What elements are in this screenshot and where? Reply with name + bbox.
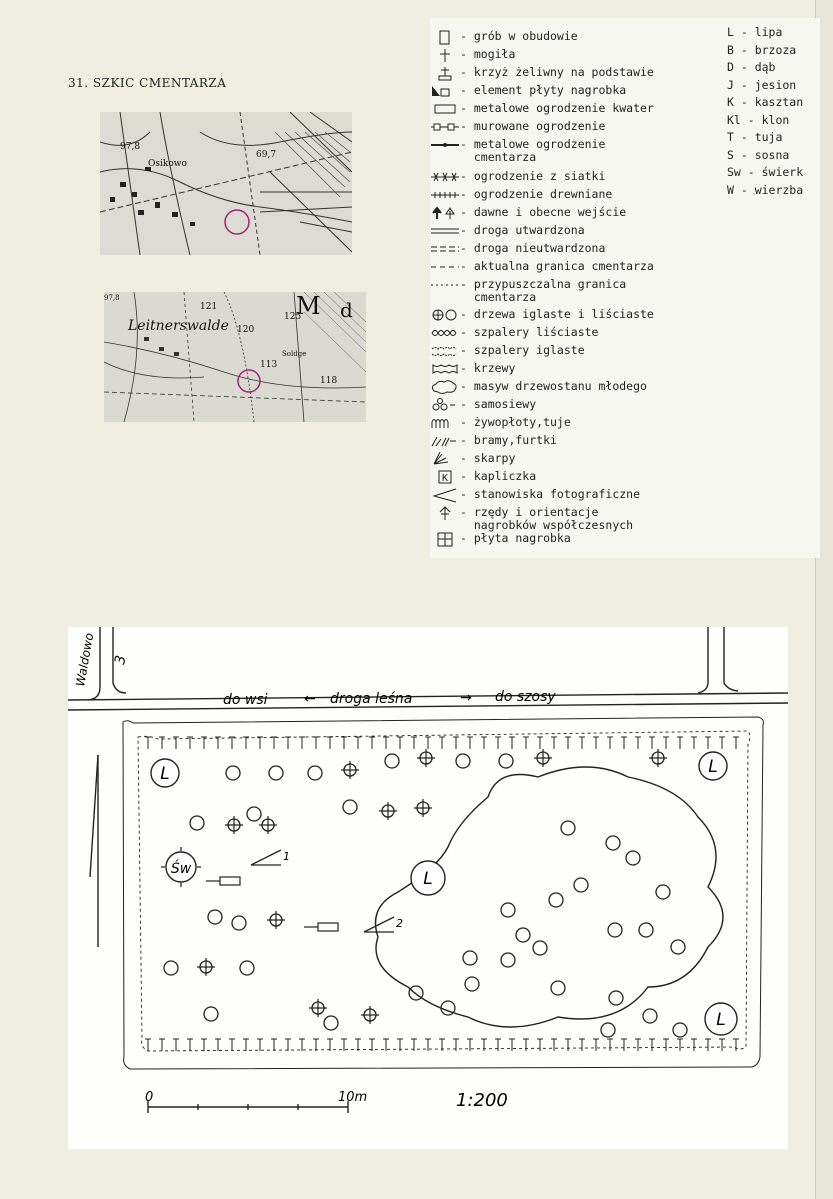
tombstone-element bbox=[220, 877, 240, 885]
fence-post bbox=[173, 1039, 179, 1051]
legend-item-label: - bramy,furtki bbox=[460, 433, 557, 447]
tree-abbreviation: T - tuja bbox=[727, 130, 783, 144]
fence-post bbox=[215, 737, 221, 749]
legend-item-label: - krzewy bbox=[460, 361, 516, 375]
fence-post bbox=[607, 1039, 613, 1051]
legend-item bbox=[430, 188, 612, 204]
fence-post bbox=[355, 737, 361, 749]
tree-symbol bbox=[533, 941, 547, 955]
conifer-cross bbox=[414, 799, 432, 817]
conifer-cross bbox=[197, 958, 215, 976]
fence-post bbox=[495, 737, 501, 749]
tree-abbreviation: B - brzoza bbox=[727, 42, 797, 57]
legend-item-label: - droga utwardzona bbox=[460, 223, 585, 237]
fence-post bbox=[145, 737, 151, 749]
map-label-soldge: Soldge bbox=[282, 350, 307, 358]
fence-post bbox=[327, 1039, 333, 1051]
legend-item bbox=[430, 326, 598, 342]
fence-post bbox=[719, 737, 725, 749]
location-map-bottom bbox=[104, 292, 366, 422]
fence-post bbox=[733, 1039, 739, 1051]
deciduous-row-icon bbox=[430, 326, 460, 341]
legend-item-label: - aktualna granica cmentarza bbox=[460, 259, 654, 273]
tree-symbol bbox=[226, 766, 240, 780]
fence-post bbox=[579, 737, 585, 749]
escarpment-icon bbox=[430, 452, 460, 467]
fence-post bbox=[229, 1039, 235, 1051]
tree-symbol bbox=[456, 754, 470, 768]
legend-item bbox=[430, 30, 578, 46]
tree-symbol bbox=[190, 816, 204, 830]
map-label-leitnerswalde: Leitnerswalde bbox=[128, 318, 229, 334]
fence-post bbox=[481, 1039, 487, 1051]
legend-item bbox=[430, 380, 647, 396]
fence-post bbox=[439, 1039, 445, 1051]
tree-symbol bbox=[639, 923, 653, 937]
map-label-121: 121 bbox=[200, 302, 218, 312]
photo-position-mark bbox=[364, 917, 394, 932]
fence-post bbox=[285, 737, 291, 749]
fence-post bbox=[523, 1039, 529, 1051]
cemetery-metal-fence-icon bbox=[430, 138, 460, 153]
conifer-cross bbox=[267, 911, 285, 929]
chapel-icon bbox=[430, 470, 460, 485]
legend-item-label: - ogrodzenie drewniane bbox=[460, 187, 613, 201]
fence-post bbox=[425, 737, 431, 749]
fence-post bbox=[705, 737, 711, 749]
paved-road-icon bbox=[430, 224, 460, 239]
tree-symbol bbox=[385, 754, 399, 768]
scale-end-label: 10m bbox=[338, 1090, 368, 1105]
tree-symbol bbox=[549, 893, 563, 907]
tree-symbol bbox=[232, 916, 246, 930]
tree-abbreviation: W - wierzba bbox=[727, 182, 804, 197]
fence-post bbox=[397, 737, 403, 749]
legend-item bbox=[430, 66, 654, 82]
road-label-village: do wsi bbox=[223, 692, 268, 708]
tree-symbol bbox=[240, 961, 254, 975]
fence-post bbox=[201, 1039, 207, 1051]
tombstone-element-icon bbox=[430, 84, 460, 99]
fence-post bbox=[621, 1039, 627, 1051]
fence-post bbox=[593, 737, 599, 749]
road-arrow-right: → bbox=[460, 690, 472, 706]
tree-symbol bbox=[501, 953, 515, 967]
legend-item-label: - murowane ogrodzenie bbox=[460, 119, 606, 133]
map-label-120: 120 bbox=[237, 325, 255, 335]
map-label-113: 113 bbox=[260, 360, 278, 370]
legend-item-label: - masyw drzewostanu młodego bbox=[460, 379, 647, 393]
map-label-elevation: 97,8 bbox=[104, 294, 120, 302]
tree-abbreviation: D - dąb bbox=[727, 60, 776, 74]
fence-post bbox=[551, 737, 557, 749]
fence-post bbox=[215, 1039, 221, 1051]
fence-post bbox=[439, 737, 445, 749]
legend-item bbox=[430, 120, 605, 136]
map-label-118: 118 bbox=[320, 376, 338, 386]
map-sheet-letter-m: M bbox=[296, 292, 321, 320]
legend-item bbox=[430, 137, 606, 164]
legend-item-label: - grób w obudowie bbox=[460, 29, 578, 43]
entrance-arrows-icon bbox=[430, 206, 460, 221]
fence-post bbox=[481, 737, 487, 749]
legend-item-label: - rzędy i orientacje nagrobków współczesnych bbox=[460, 505, 634, 532]
fence-post bbox=[355, 1039, 361, 1051]
tree-symbol bbox=[561, 821, 575, 835]
tree-symbol bbox=[343, 800, 357, 814]
legend-item bbox=[430, 277, 627, 304]
tomb-slab-icon bbox=[430, 532, 460, 547]
legend-item bbox=[430, 84, 626, 100]
conifer-cross bbox=[417, 749, 435, 767]
fence-post bbox=[187, 1039, 193, 1051]
tombstone-element bbox=[318, 923, 338, 931]
tree-symbol bbox=[308, 766, 322, 780]
tree-abbreviation: K - kasztan bbox=[727, 95, 804, 109]
fence-post bbox=[229, 737, 235, 749]
tree-symbol bbox=[164, 961, 178, 975]
tree-symbol bbox=[643, 1009, 657, 1023]
tree-abbreviation: Sw - świerk bbox=[727, 165, 804, 179]
fence-post bbox=[565, 1039, 571, 1051]
tree-letter: Św bbox=[170, 861, 192, 877]
legend-item bbox=[430, 505, 634, 532]
fence-post bbox=[677, 737, 683, 749]
trees-icon bbox=[430, 308, 460, 323]
hedge-icon bbox=[430, 416, 460, 431]
fence-post bbox=[719, 1039, 725, 1051]
legend-item bbox=[430, 102, 654, 118]
shrubs-icon bbox=[430, 362, 460, 377]
tree-abbreviation: L - lipa bbox=[727, 25, 783, 39]
tree-symbol bbox=[204, 1007, 218, 1021]
map-sheet-letter-d: d bbox=[340, 298, 353, 322]
tree-letter: L bbox=[716, 1010, 726, 1030]
tree-symbol bbox=[409, 986, 423, 1000]
photo-position-icon bbox=[430, 488, 460, 503]
tree-abbreviations bbox=[727, 24, 803, 199]
tree-abbreviation: J - jesion bbox=[727, 77, 797, 92]
coniferous-row-icon bbox=[430, 344, 460, 359]
legend-item bbox=[430, 242, 605, 258]
photo-position-mark bbox=[251, 850, 281, 865]
legend-item bbox=[430, 260, 654, 276]
map-bottom-drawing bbox=[104, 292, 366, 422]
legend-item-label: - metalowe ogrodzenie cmentarza bbox=[460, 137, 606, 164]
map-label-elevation-2: 69,7 bbox=[256, 150, 277, 160]
legend-item bbox=[430, 434, 557, 450]
conifer-cross bbox=[379, 802, 397, 820]
legend-item bbox=[430, 532, 571, 548]
conifer-cross bbox=[341, 761, 359, 779]
fence-post bbox=[509, 737, 515, 749]
legend-item-label: - samosiewy bbox=[460, 397, 537, 411]
gates-icon bbox=[430, 434, 460, 449]
dirt-road-icon bbox=[430, 242, 460, 257]
fence-post bbox=[369, 737, 375, 749]
legend-item-label: - stanowiska fotograficzne bbox=[460, 487, 641, 501]
tree-symbol bbox=[601, 1023, 615, 1037]
svg-text:K: K bbox=[442, 473, 449, 484]
fence-post bbox=[145, 1039, 151, 1051]
fence-post bbox=[495, 1039, 501, 1051]
side-road-label: Waldowo bbox=[73, 631, 97, 688]
legend-item bbox=[430, 308, 654, 324]
legend-item-label: - skarpy bbox=[460, 451, 516, 465]
scale-start-label: 0 bbox=[145, 1090, 154, 1105]
fence-post bbox=[453, 737, 459, 749]
fence-post bbox=[285, 1039, 291, 1051]
fence-post bbox=[579, 1039, 585, 1051]
road-label-highway: do szosy bbox=[495, 689, 556, 705]
mesh-fence-icon bbox=[430, 170, 460, 185]
fence-post bbox=[271, 737, 277, 749]
tree-symbol bbox=[656, 885, 670, 899]
grave-mound-icon bbox=[430, 48, 460, 63]
legend-item bbox=[430, 362, 515, 378]
tree-symbol bbox=[574, 878, 588, 892]
fence-post bbox=[635, 737, 641, 749]
fence-post bbox=[691, 737, 697, 749]
tree-symbol bbox=[499, 754, 513, 768]
fence-post bbox=[397, 1039, 403, 1051]
tree-symbol bbox=[269, 766, 283, 780]
legend-item bbox=[430, 224, 585, 240]
brick-fence-icon bbox=[430, 120, 460, 135]
legend-item-label: - element płyty nagrobka bbox=[460, 83, 627, 97]
road-arrow-left: ← bbox=[304, 691, 316, 707]
fence-post bbox=[159, 1039, 165, 1051]
tree-letter: L bbox=[708, 757, 718, 777]
legend-item-label: - dawne i obecne wejście bbox=[460, 205, 627, 219]
tree-symbol bbox=[441, 1001, 455, 1015]
conifer-cross bbox=[534, 749, 552, 767]
legend-item-label: - mogiła bbox=[460, 47, 516, 61]
cemetery-sketch bbox=[68, 627, 788, 1149]
tree-symbol bbox=[208, 910, 222, 924]
fence-post bbox=[663, 1039, 669, 1051]
cemetery-plan bbox=[68, 627, 788, 1149]
legend-item-label: - szpalery liściaste bbox=[460, 325, 599, 339]
fence-post bbox=[257, 737, 263, 749]
fence-post bbox=[243, 737, 249, 749]
tree-symbol bbox=[673, 1023, 687, 1037]
fence-post bbox=[509, 1039, 515, 1051]
tree-symbol bbox=[608, 923, 622, 937]
fence-post bbox=[537, 737, 543, 749]
tree-symbol bbox=[551, 981, 565, 995]
tree-letter: L bbox=[160, 764, 170, 784]
tree-symbol bbox=[247, 807, 261, 821]
fence-post bbox=[299, 1039, 305, 1051]
legend-item bbox=[430, 48, 515, 64]
legend-item-label: - kapliczka bbox=[460, 469, 537, 483]
fence-post bbox=[649, 1039, 655, 1051]
current-boundary-icon bbox=[430, 260, 460, 275]
tree-symbol bbox=[606, 836, 620, 850]
fence-post bbox=[327, 737, 333, 749]
tree-symbol bbox=[465, 977, 479, 991]
fence-post bbox=[537, 1039, 543, 1051]
legend-item-label: - płyta nagrobka bbox=[460, 531, 571, 545]
fence-post bbox=[271, 1039, 277, 1051]
tree-symbol bbox=[626, 851, 640, 865]
fence-post bbox=[607, 737, 613, 749]
tree-abbreviation: S - sosna bbox=[727, 147, 790, 162]
fence-post bbox=[201, 737, 207, 749]
conifer-cross bbox=[309, 999, 327, 1017]
legend-item-label: - ogrodzenie z siatki bbox=[460, 169, 606, 183]
self-seeding-icon bbox=[430, 398, 460, 413]
fence-post bbox=[551, 1039, 557, 1051]
legend-item bbox=[430, 344, 585, 360]
fence-post bbox=[299, 737, 305, 749]
legend-item-label: - szpalery iglaste bbox=[460, 343, 585, 357]
conifer-cross bbox=[259, 816, 277, 834]
wooden-fence-icon bbox=[430, 188, 460, 203]
legend-item bbox=[430, 206, 626, 222]
legend-item-label: - krzyż żeliwny na podstawie bbox=[460, 65, 654, 79]
fence-post bbox=[663, 737, 669, 749]
fence-post bbox=[257, 1039, 263, 1051]
legend-item bbox=[430, 398, 536, 414]
fence-post bbox=[383, 737, 389, 749]
grave-orientation-icon bbox=[430, 506, 460, 521]
legend-item bbox=[430, 470, 536, 486]
location-map-top bbox=[100, 112, 352, 255]
legend-item-label: - droga nieutwardzona bbox=[460, 241, 606, 255]
fence-post bbox=[313, 737, 319, 749]
tree-letter: L bbox=[423, 869, 433, 889]
scale-ratio: 1:200 bbox=[456, 1090, 508, 1111]
photo-position-number: 1 bbox=[283, 850, 290, 863]
fence-post bbox=[341, 737, 347, 749]
grave-enclosed-icon bbox=[430, 30, 460, 45]
legend-item bbox=[430, 170, 605, 186]
conifer-cross bbox=[361, 1006, 379, 1024]
tree-symbol bbox=[324, 1016, 338, 1030]
side-road-number: 3 bbox=[112, 654, 130, 666]
fence-post bbox=[565, 737, 571, 749]
fence-post bbox=[649, 737, 655, 749]
legend-item bbox=[430, 452, 515, 468]
fence-post bbox=[313, 1039, 319, 1051]
page-title: 31. SZKIC CMENTARZA bbox=[68, 76, 227, 90]
tree-symbol bbox=[501, 903, 515, 917]
map-top-drawing bbox=[100, 112, 352, 255]
cast-iron-cross-icon bbox=[430, 66, 460, 81]
fence-post bbox=[593, 1039, 599, 1051]
legend-item bbox=[430, 416, 571, 432]
presumed-boundary-icon bbox=[430, 278, 460, 293]
legend-item-label: - drzewa iglaste i liściaste bbox=[460, 307, 654, 321]
tree-symbol bbox=[609, 991, 623, 1005]
conifer-cross bbox=[225, 816, 243, 834]
fence-post bbox=[705, 1039, 711, 1051]
tree-symbol bbox=[671, 940, 685, 954]
tree-symbol bbox=[463, 951, 477, 965]
young-stand-icon bbox=[430, 380, 460, 395]
fence-post bbox=[691, 1039, 697, 1051]
conifer-cross bbox=[649, 749, 667, 767]
fence-post bbox=[621, 737, 627, 749]
fence-post bbox=[635, 1039, 641, 1051]
fence-post bbox=[677, 1039, 683, 1051]
fence-post bbox=[467, 737, 473, 749]
legend-item bbox=[430, 488, 640, 504]
fence-post bbox=[411, 737, 417, 749]
fence-post bbox=[733, 737, 739, 749]
map-label-125: 125 bbox=[284, 312, 302, 322]
legend-item-label: - przypuszczalna granica cmentarza bbox=[460, 277, 627, 304]
fence-post bbox=[523, 737, 529, 749]
map-label-elevation: 97,8 bbox=[120, 142, 141, 152]
legend-item-label: - metalowe ogrodzenie kwater bbox=[460, 101, 654, 115]
tree-abbreviation: Kl - klon bbox=[727, 112, 790, 127]
photo-position-number: 2 bbox=[396, 917, 403, 930]
fence-post bbox=[243, 1039, 249, 1051]
road-label-forest-road: droga leśna bbox=[330, 691, 413, 707]
tree-symbol bbox=[516, 928, 530, 942]
map-label-osikowo: Osikowo bbox=[148, 159, 187, 169]
metal-fence-icon bbox=[430, 102, 460, 117]
legend-item-label: - żywopłoty,tuje bbox=[460, 415, 571, 429]
